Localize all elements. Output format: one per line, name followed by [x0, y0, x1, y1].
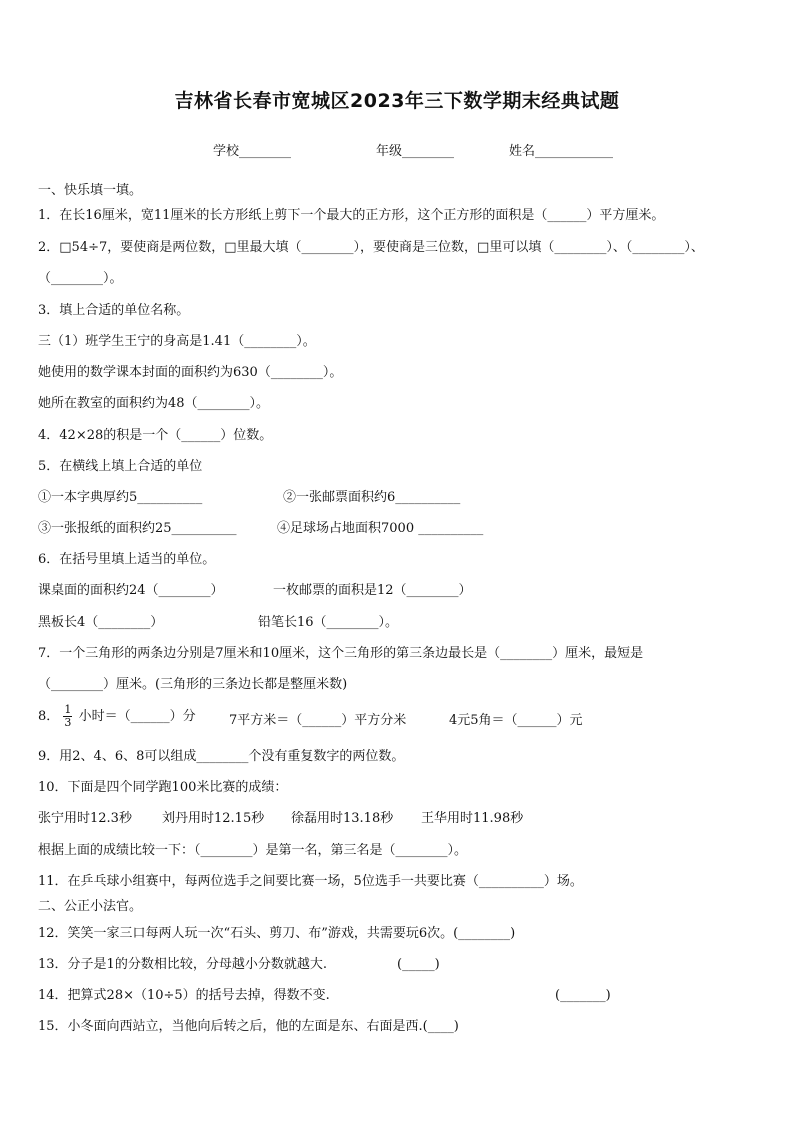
question-8-part-3: 4元5角＝（______）元 [449, 713, 583, 728]
question-5-item-4: ④足球场占地面积7000 __________ [277, 521, 484, 536]
question-6: 6．在括号里填上适当的单位。 [38, 552, 216, 567]
question-7-line-1: 7．一个三角形的两条边分别是7厘米和10厘米，这个三角形的第三条边最长是（________）厘米，最短是 [38, 646, 644, 661]
question-10-result-2: 刘丹用时12.15秒 [162, 811, 265, 826]
question-5-item-3: ③一张报纸的面积约25__________ [38, 521, 237, 536]
question-8-text-1: 小时＝（______）分 [78, 709, 196, 724]
question-13: 13．分子是1的分数相比较，分母越小分数就越大. [38, 957, 327, 972]
page-title: 吉林省长春市宽城区2023年三下数学期末经典试题 [174, 90, 620, 112]
fraction-one-third [63, 704, 72, 729]
question-9: 9．用2、4、6、8可以组成________个没有重复数字的两位数。 [38, 749, 405, 764]
question-15: 15．小冬面向西站立，当他向后转之后，他的左面是东、右面是西.(____) [38, 1019, 459, 1034]
question-8-part-1 [38, 704, 196, 729]
question-5-item-2: ②一张邮票面积约6__________ [283, 490, 461, 505]
question-10-result-3: 徐磊用时13.18秒 [291, 811, 394, 826]
question-1: 1．在长16厘米，宽11厘米的长方形纸上剪下一个最大的正方形，这个正方形的面积是（______）平方厘米。 [38, 208, 665, 223]
question-2-line-1: 2．□54÷7，要使商是两位数，□里最大填（________），要使商是三位数，□里可以填（________）、（________）、 [38, 240, 704, 255]
question-6-item-1: 课桌面的面积约24（________） [38, 583, 224, 598]
question-6-item-3: 黑板长4（________） [38, 615, 164, 630]
section-2-heading: 二、公正小法官。 [38, 899, 143, 914]
question-14-blank: (_______) [555, 988, 611, 1003]
question-10: 10．下面是四个同学跑100米比赛的成绩： [38, 780, 288, 795]
question-14: 14．把算式28×（10÷5）的括号去掉，得数不变. [38, 988, 330, 1003]
question-3-item-1: 三（1）班学生王宁的身高是1.41（________）。 [38, 334, 316, 349]
grade-field: 年级________ [376, 144, 455, 159]
fraction-numerator: 1 [64, 703, 72, 716]
question-10-prompt: 根据上面的成绩比较一下：（________）是第一名，第三名是（________）。 [38, 843, 468, 858]
fraction-denominator: 3 [64, 716, 72, 729]
question-11: 11．在乒乓球小组赛中，每两位选手之间要比赛一场，5位选手一共要比赛（__________）场。 [38, 874, 583, 889]
section-1-heading: 一、快乐填一填。 [38, 183, 143, 198]
question-3-item-2: 她使用的数学课本封面的面积约为630（________）。 [38, 365, 343, 380]
name-field: 姓名____________ [509, 144, 614, 159]
question-5-item-1: ①一本字典厚约5__________ [38, 490, 203, 505]
question-13-blank: (_____) [397, 957, 440, 972]
question-6-item-4: 铅笔长16（________）。 [258, 615, 399, 630]
question-4: 4．42×28的积是一个（______）位数。 [38, 428, 273, 443]
question-3-item-3: 她所在教室的面积约为48（________）。 [38, 396, 270, 411]
question-10-result-4: 王华用时11.98秒 [421, 811, 524, 826]
question-6-item-2: 一枚邮票的面积是12（________） [273, 583, 472, 598]
question-3: 3．填上合适的单位名称。 [38, 303, 190, 318]
question-10-result-1: 张宁用时12.3秒 [38, 811, 132, 826]
question-5: 5．在横线上填上合适的单位 [38, 459, 203, 474]
school-field: 学校________ [213, 144, 292, 159]
question-12: 12．笑笑一家三口每两人玩一次“石头、剪刀、布”游戏，共需要玩6次。(________) [38, 926, 516, 941]
question-2-line-2: （________）。 [38, 271, 123, 286]
question-8-part-2: 7平方米＝（______）平方分米 [229, 713, 407, 728]
question-8-number: 8． [38, 709, 60, 724]
question-7-line-2: （________）厘米。(三角形的三条边长都是整厘米数) [38, 677, 348, 692]
